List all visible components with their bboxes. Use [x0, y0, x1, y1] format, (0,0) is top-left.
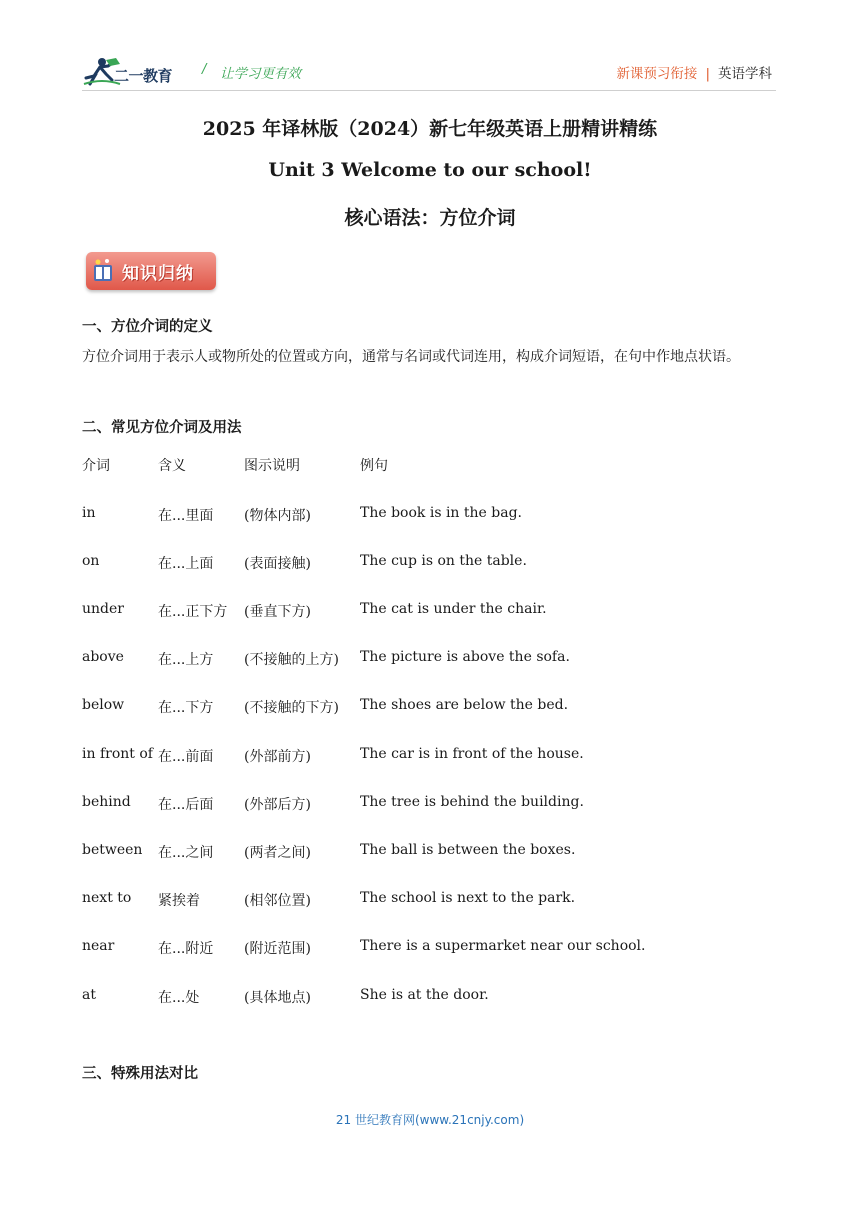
page-footer: 21 世纪教育网(www.21cnjy.com)	[335, 1113, 525, 1127]
preposition-cell: at	[82, 987, 96, 1003]
preposition-cell: above	[82, 649, 124, 665]
brand-name: 二一教育	[114, 67, 173, 85]
section-heading-definition: 一、方位介词的定义	[82, 318, 213, 335]
table-row	[82, 649, 702, 671]
illustration-cell: (外部前方)	[244, 749, 311, 765]
preposition-cell: in	[82, 505, 96, 521]
preposition-cell: in front of	[82, 746, 153, 762]
illustration-cell: (附近范围)	[244, 941, 311, 957]
unit-title: Unit 3 Welcome to our school!	[268, 159, 592, 181]
column-header: 图示说明	[244, 458, 300, 474]
knowledge-summary-badge	[86, 252, 216, 290]
meaning-cell: 在...下方	[158, 700, 214, 716]
example-cell: The ball is between the boxes.	[360, 842, 576, 858]
meaning-cell: 在...处	[158, 990, 200, 1006]
illustration-cell: (外部后方)	[244, 797, 311, 813]
course-label: 新课预习衔接	[616, 66, 698, 82]
preposition-cell: near	[82, 938, 115, 954]
meaning-cell: 在...之间	[158, 845, 214, 861]
example-cell: The car is in front of the house.	[360, 746, 584, 762]
section-heading-usage: 二、常见方位介词及用法	[82, 419, 242, 436]
table-row	[82, 553, 702, 575]
table-row	[82, 697, 702, 719]
illustration-cell: (不接触的上方)	[244, 652, 339, 668]
meaning-cell: 在...里面	[158, 508, 214, 524]
badge-label: 知识归纳	[122, 264, 194, 284]
document-title: 2025 年译林版（2024）新七年级英语上册精讲精练	[202, 118, 658, 140]
example-cell: The book is in the bag.	[360, 505, 522, 521]
header-separator: |	[705, 66, 710, 82]
table-row	[82, 938, 702, 960]
illustration-cell: (相邻位置)	[244, 893, 311, 909]
example-cell: There is a supermarket near our school.	[360, 938, 646, 954]
topic-title: 核心语法：方位介词	[344, 207, 516, 229]
preposition-cell: between	[82, 842, 143, 858]
section-heading-special-usage: 三、特殊用法对比	[82, 1065, 198, 1082]
slogan-divider: /	[202, 62, 207, 77]
table-row	[82, 987, 702, 1009]
table-row	[82, 890, 702, 912]
meaning-cell: 在...附近	[158, 941, 214, 957]
illustration-cell: (垂直下方)	[244, 604, 311, 620]
table-row	[82, 842, 702, 864]
preposition-cell: below	[82, 697, 125, 713]
illustration-cell: (物体内部)	[244, 508, 311, 524]
brand-logo	[82, 56, 188, 88]
preposition-cell: next to	[82, 890, 132, 906]
example-cell: The shoes are below the bed.	[360, 697, 569, 713]
meaning-cell: 在...后面	[158, 797, 214, 813]
book-icon	[92, 257, 114, 285]
table-row	[82, 746, 702, 768]
column-header: 含义	[158, 458, 186, 474]
example-cell: The tree is behind the building.	[360, 794, 584, 810]
table-header-row	[82, 455, 702, 477]
example-cell: The picture is above the sofa.	[360, 649, 570, 665]
brand-slogan: 让学习更有效	[220, 66, 301, 82]
illustration-cell: (不接触的下方)	[244, 700, 339, 716]
table-row	[82, 601, 702, 623]
illustration-cell: (两者之间)	[244, 845, 311, 861]
example-cell: She is at the door.	[360, 987, 489, 1003]
header-rule	[82, 90, 776, 91]
column-header: 例句	[360, 458, 388, 474]
column-header: 介词	[82, 458, 110, 474]
meaning-cell: 紧挨着	[158, 893, 200, 909]
preposition-cell: on	[82, 553, 100, 569]
table-row	[82, 505, 702, 527]
illustration-cell: (具体地点)	[244, 990, 311, 1006]
example-cell: The cat is under the chair.	[360, 601, 547, 617]
preposition-cell: behind	[82, 794, 131, 810]
meaning-cell: 在...前面	[158, 749, 214, 765]
meaning-cell: 在...正下方	[158, 604, 228, 620]
definition-paragraph: 方位介词用于表示人或物所处的位置或方向，通常与名词或代词连用，构成介词短语，在句中作地点状语。	[82, 349, 740, 365]
illustration-cell: (表面接触)	[244, 556, 311, 572]
meaning-cell: 在...上面	[158, 556, 214, 572]
subject-label: 英语学科	[718, 66, 772, 82]
page-header	[82, 56, 776, 90]
meaning-cell: 在...上方	[158, 652, 214, 668]
header-course-info	[616, 62, 772, 82]
table-row	[82, 794, 702, 816]
example-cell: The cup is on the table.	[360, 553, 527, 569]
example-cell: The school is next to the park.	[360, 890, 576, 906]
preposition-cell: under	[82, 601, 124, 617]
